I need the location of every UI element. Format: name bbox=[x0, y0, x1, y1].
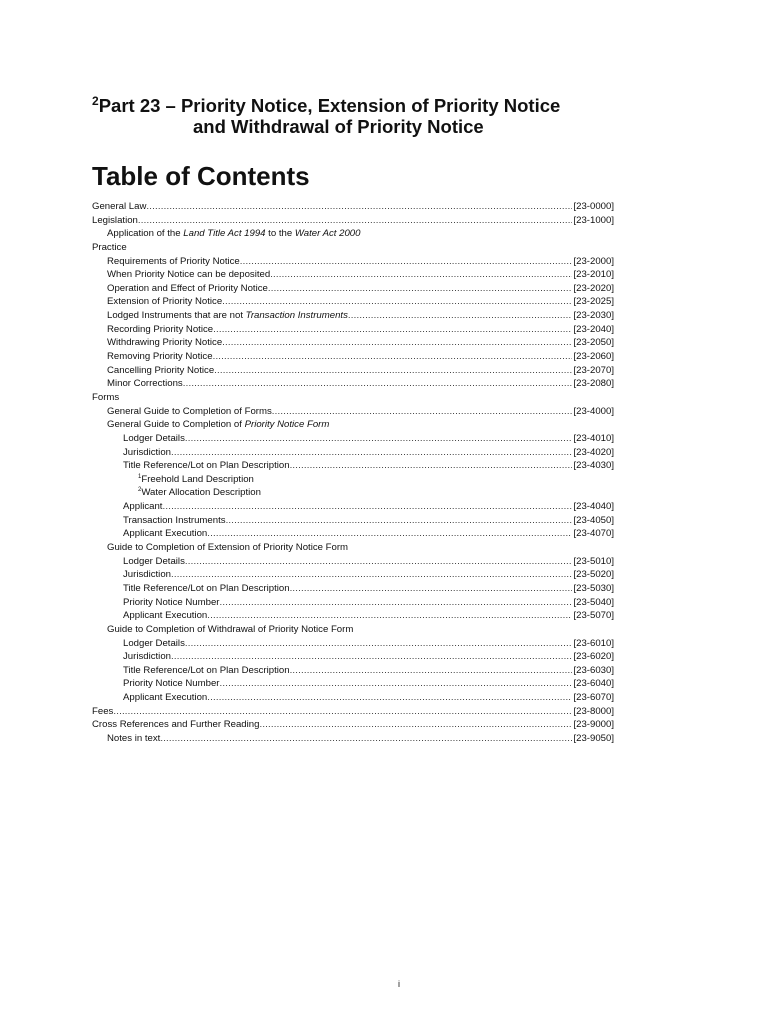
toc-entry-label bbox=[107, 418, 329, 432]
toc-entry-ref: [23-2040] bbox=[573, 323, 614, 335]
toc-entry-label: Extension of Priority Notice bbox=[107, 296, 223, 308]
toc-entry-ref: [23-4010] bbox=[573, 432, 614, 444]
leader-dots bbox=[171, 650, 572, 664]
toc-entry-fees[interactable] bbox=[92, 705, 614, 719]
toc-entry-label: Notes in text bbox=[107, 732, 161, 744]
toc-entry-wd-jurisdiction[interactable] bbox=[92, 650, 614, 664]
toc-entry-wd-pn-number[interactable] bbox=[92, 677, 614, 691]
toc-entry-label bbox=[107, 227, 360, 241]
table-of-contents bbox=[92, 200, 614, 746]
toc-entry-freehold[interactable] bbox=[92, 473, 614, 487]
toc-entry-label: Fees bbox=[92, 705, 114, 717]
toc-entry-ref: [23-9000] bbox=[573, 719, 614, 731]
toc-italic-text: Priority Notice Form bbox=[244, 419, 330, 431]
toc-entry-pn-jurisdiction[interactable] bbox=[92, 446, 614, 460]
toc-entry-label: Priority Notice Number bbox=[123, 678, 220, 690]
toc-entry-label: Applicant Execution bbox=[123, 692, 208, 704]
toc-entry-label: Guide to Completion of Extension of Priority Notice Form bbox=[107, 542, 349, 554]
leader-dots bbox=[268, 282, 573, 296]
leader-dots bbox=[171, 568, 572, 582]
part-title-line-1 bbox=[92, 95, 560, 116]
toc-section-label: Practice bbox=[92, 241, 127, 253]
toc-entry-ref: [23-5040] bbox=[573, 596, 614, 608]
toc-entry-ref: [23-6020] bbox=[573, 651, 614, 663]
toc-entry-label: Recording Priority Notice bbox=[107, 323, 214, 335]
toc-entry-ref: [23-2060] bbox=[573, 351, 614, 363]
toc-entry-ext-applicant-execution[interactable] bbox=[92, 609, 614, 623]
toc-entry-label bbox=[138, 486, 261, 500]
footnote-marker: 2 bbox=[92, 94, 99, 108]
toc-entry-notes-in-text[interactable] bbox=[92, 732, 614, 746]
toc-entry-label: When Priority Notice can be deposited bbox=[107, 269, 271, 281]
toc-entry-ref: [23-4030] bbox=[573, 460, 614, 472]
toc-entry-label: Lodger Details bbox=[123, 555, 185, 567]
toc-entry-extension[interactable] bbox=[92, 295, 614, 309]
toc-entry-ref: [23-5070] bbox=[573, 610, 614, 622]
toc-section-label: Forms bbox=[92, 391, 120, 403]
toc-entry-label: Jurisdiction bbox=[123, 569, 171, 581]
leader-dots bbox=[220, 677, 573, 691]
toc-entry-label: Removing Priority Notice bbox=[107, 351, 213, 363]
toc-entry-cancelling[interactable] bbox=[92, 364, 614, 378]
toc-entry-label: Operation and Effect of Priority Notice bbox=[107, 282, 268, 294]
toc-entry-label: Cancelling Priority Notice bbox=[107, 364, 215, 376]
toc-entry-pn-applicant[interactable] bbox=[92, 500, 614, 514]
toc-entry-pn-applicant-execution[interactable] bbox=[92, 527, 614, 541]
toc-text: to the bbox=[265, 228, 295, 240]
toc-entry-when-deposited[interactable] bbox=[92, 268, 614, 282]
toc-section-forms bbox=[92, 391, 614, 405]
toc-entry-label: General Guide to Completion of Forms bbox=[107, 405, 272, 417]
leader-dots bbox=[183, 377, 573, 391]
toc-entry-label: Applicant Execution bbox=[123, 528, 208, 540]
toc-italic-text: Transaction Instruments bbox=[245, 310, 348, 322]
toc-entry-label: General Law bbox=[92, 201, 147, 212]
toc-marker: 2 bbox=[138, 487, 142, 494]
toc-entry-pn-lodger-details[interactable] bbox=[92, 432, 614, 446]
part-title-line-2: and Withdrawal of Priority Notice bbox=[193, 116, 484, 137]
toc-entry-ref: [23-4070] bbox=[573, 528, 614, 540]
toc-entry-ref: [23-4020] bbox=[573, 446, 614, 458]
leader-dots bbox=[171, 446, 572, 460]
toc-entry-label: Legislation bbox=[92, 214, 138, 226]
toc-entry-ref: [23-5010] bbox=[573, 555, 614, 567]
leader-dots bbox=[207, 691, 572, 705]
leader-dots bbox=[185, 637, 573, 651]
leader-dots bbox=[290, 582, 573, 596]
toc-entry-ext-jurisdiction[interactable] bbox=[92, 568, 614, 582]
leader-dots bbox=[138, 214, 573, 228]
leader-dots bbox=[207, 527, 572, 541]
toc-entry-label: Requirements of Priority Notice bbox=[107, 255, 240, 267]
toc-entry-label: Withdrawing Priority Notice bbox=[107, 337, 223, 349]
toc-entry-ref: [23-4000] bbox=[573, 405, 614, 417]
toc-entry-ref: [23-2010] bbox=[573, 269, 614, 281]
leader-dots bbox=[160, 732, 572, 746]
toc-entry-ref: [23-4040] bbox=[573, 501, 614, 513]
leader-dots bbox=[113, 705, 572, 719]
leader-dots bbox=[222, 336, 572, 350]
toc-entry-pn-title-reference[interactable] bbox=[92, 459, 614, 473]
toc-subsection-priority-notice-form bbox=[92, 418, 614, 432]
toc-entry-ext-lodger-details[interactable] bbox=[92, 555, 614, 569]
leader-dots bbox=[222, 295, 572, 309]
toc-subsection-withdrawal-form bbox=[92, 623, 614, 637]
toc-entry-ref: [23-6070] bbox=[573, 692, 614, 704]
toc-entry-ref: [23-2080] bbox=[573, 378, 614, 390]
leader-dots bbox=[185, 555, 573, 569]
toc-entry-ref: [23-2030] bbox=[573, 310, 614, 322]
toc-entry-label bbox=[107, 309, 348, 323]
toc-text: Lodged Instruments that are not bbox=[107, 310, 246, 322]
toc-act-title: Water Act 2000 bbox=[294, 228, 361, 240]
toc-entry-minor-corrections[interactable] bbox=[92, 377, 614, 391]
toc-entry-label: Title Reference/Lot on Plan Description bbox=[123, 664, 290, 676]
leader-dots bbox=[259, 718, 572, 732]
toc-entry-application[interactable] bbox=[92, 227, 614, 241]
leader-dots bbox=[290, 664, 573, 678]
leader-dots bbox=[270, 268, 572, 282]
toc-entry-ref: [23-8000] bbox=[573, 705, 614, 717]
toc-text: Application of the bbox=[107, 228, 184, 240]
leader-dots bbox=[220, 596, 573, 610]
toc-text: Water Allocation Description bbox=[141, 487, 261, 499]
toc-heading: Table of Contents bbox=[92, 161, 310, 191]
toc-subsection-extension-form bbox=[92, 541, 614, 555]
leader-dots bbox=[213, 350, 573, 364]
toc-entry-water-allocation[interactable] bbox=[92, 486, 614, 500]
toc-entry-requirements[interactable] bbox=[92, 255, 614, 269]
leader-dots bbox=[146, 200, 572, 214]
toc-entry-ref: [23-4050] bbox=[573, 514, 614, 526]
toc-entry-ref: [23-5030] bbox=[573, 582, 614, 594]
toc-entry-label: Guide to Completion of Withdrawal of Priority Notice Form bbox=[107, 623, 354, 635]
toc-entry-label: Title Reference/Lot on Plan Description bbox=[123, 582, 290, 594]
leader-dots bbox=[272, 405, 573, 419]
toc-entry-wd-applicant-execution[interactable] bbox=[92, 691, 614, 705]
toc-marker: 1 bbox=[138, 473, 142, 480]
toc-act-title: Land Title Act 1994 bbox=[183, 228, 266, 240]
toc-entry-ref: [23-2000] bbox=[573, 255, 614, 267]
toc-entry-label: Lodger Details bbox=[123, 432, 185, 444]
toc-entry-ref: [23-9050] bbox=[573, 732, 614, 744]
toc-entry-recording[interactable] bbox=[92, 323, 614, 337]
toc-entry-label: Cross References and Further Reading bbox=[92, 719, 260, 731]
leader-dots bbox=[290, 459, 573, 473]
toc-entry-label: Applicant Execution bbox=[123, 610, 208, 622]
toc-entry-ref: [23-6010] bbox=[573, 637, 614, 649]
page-number: i bbox=[398, 979, 400, 989]
toc-entry-lodged-instruments[interactable] bbox=[92, 309, 614, 323]
toc-entry-ext-pn-number[interactable] bbox=[92, 596, 614, 610]
toc-text: General Guide to Completion of bbox=[107, 419, 245, 431]
part-title-text-1: Priority Notice, Extension of Priority Notice bbox=[180, 95, 561, 116]
toc-entry-label: Priority Notice Number bbox=[123, 596, 220, 608]
toc-entry-ref: [23-2070] bbox=[573, 364, 614, 376]
toc-entry-label: Lodger Details bbox=[123, 637, 185, 649]
leader-dots bbox=[226, 514, 573, 528]
toc-entry-label: Minor Corrections bbox=[107, 378, 183, 390]
leader-dots bbox=[185, 432, 573, 446]
leader-dots bbox=[240, 255, 573, 269]
toc-entry-ext-title-reference[interactable] bbox=[92, 582, 614, 596]
toc-entry-general-law[interactable] bbox=[92, 200, 614, 214]
toc-entry-ref: [23-0000] bbox=[573, 201, 614, 212]
toc-entry-general-guide-forms[interactable] bbox=[92, 405, 614, 419]
leader-dots bbox=[207, 609, 572, 623]
part-label: Part 23 – bbox=[98, 95, 176, 116]
toc-entry-label: Jurisdiction bbox=[123, 651, 171, 663]
toc-entry-label: Applicant bbox=[123, 501, 163, 513]
toc-entry-ref: [23-1000] bbox=[573, 214, 614, 226]
toc-entry-ref: [23-5020] bbox=[573, 569, 614, 581]
toc-entry-label bbox=[138, 473, 254, 487]
toc-entry-ref: [23-2020] bbox=[573, 282, 614, 294]
toc-entry-cross-references[interactable] bbox=[92, 718, 614, 732]
leader-dots bbox=[348, 309, 573, 323]
toc-section-practice bbox=[92, 241, 614, 255]
leader-dots bbox=[213, 323, 572, 337]
toc-entry-ref: [23-2050] bbox=[573, 337, 614, 349]
toc-entry-ref: [23-2025] bbox=[573, 296, 614, 308]
toc-entry-operation-effect[interactable] bbox=[92, 282, 614, 296]
toc-text: Freehold Land Description bbox=[141, 473, 254, 485]
toc-entry-wd-title-reference[interactable] bbox=[92, 664, 614, 678]
toc-entry-label: Jurisdiction bbox=[123, 446, 171, 458]
toc-entry-ref: [23-6030] bbox=[573, 664, 614, 676]
toc-entry-label: Title Reference/Lot on Plan Description bbox=[123, 460, 290, 472]
toc-entry-ref: [23-6040] bbox=[573, 678, 614, 690]
toc-entry-withdrawing[interactable] bbox=[92, 336, 614, 350]
leader-dots bbox=[162, 500, 572, 514]
toc-entry-pn-transaction-instruments[interactable] bbox=[92, 514, 614, 528]
toc-entry-legislation[interactable] bbox=[92, 214, 614, 228]
toc-entry-label: Transaction Instruments bbox=[123, 514, 226, 526]
toc-entry-wd-lodger-details[interactable] bbox=[92, 637, 614, 651]
toc-entry-removing[interactable] bbox=[92, 350, 614, 364]
leader-dots bbox=[214, 364, 572, 378]
part-title bbox=[92, 95, 652, 137]
